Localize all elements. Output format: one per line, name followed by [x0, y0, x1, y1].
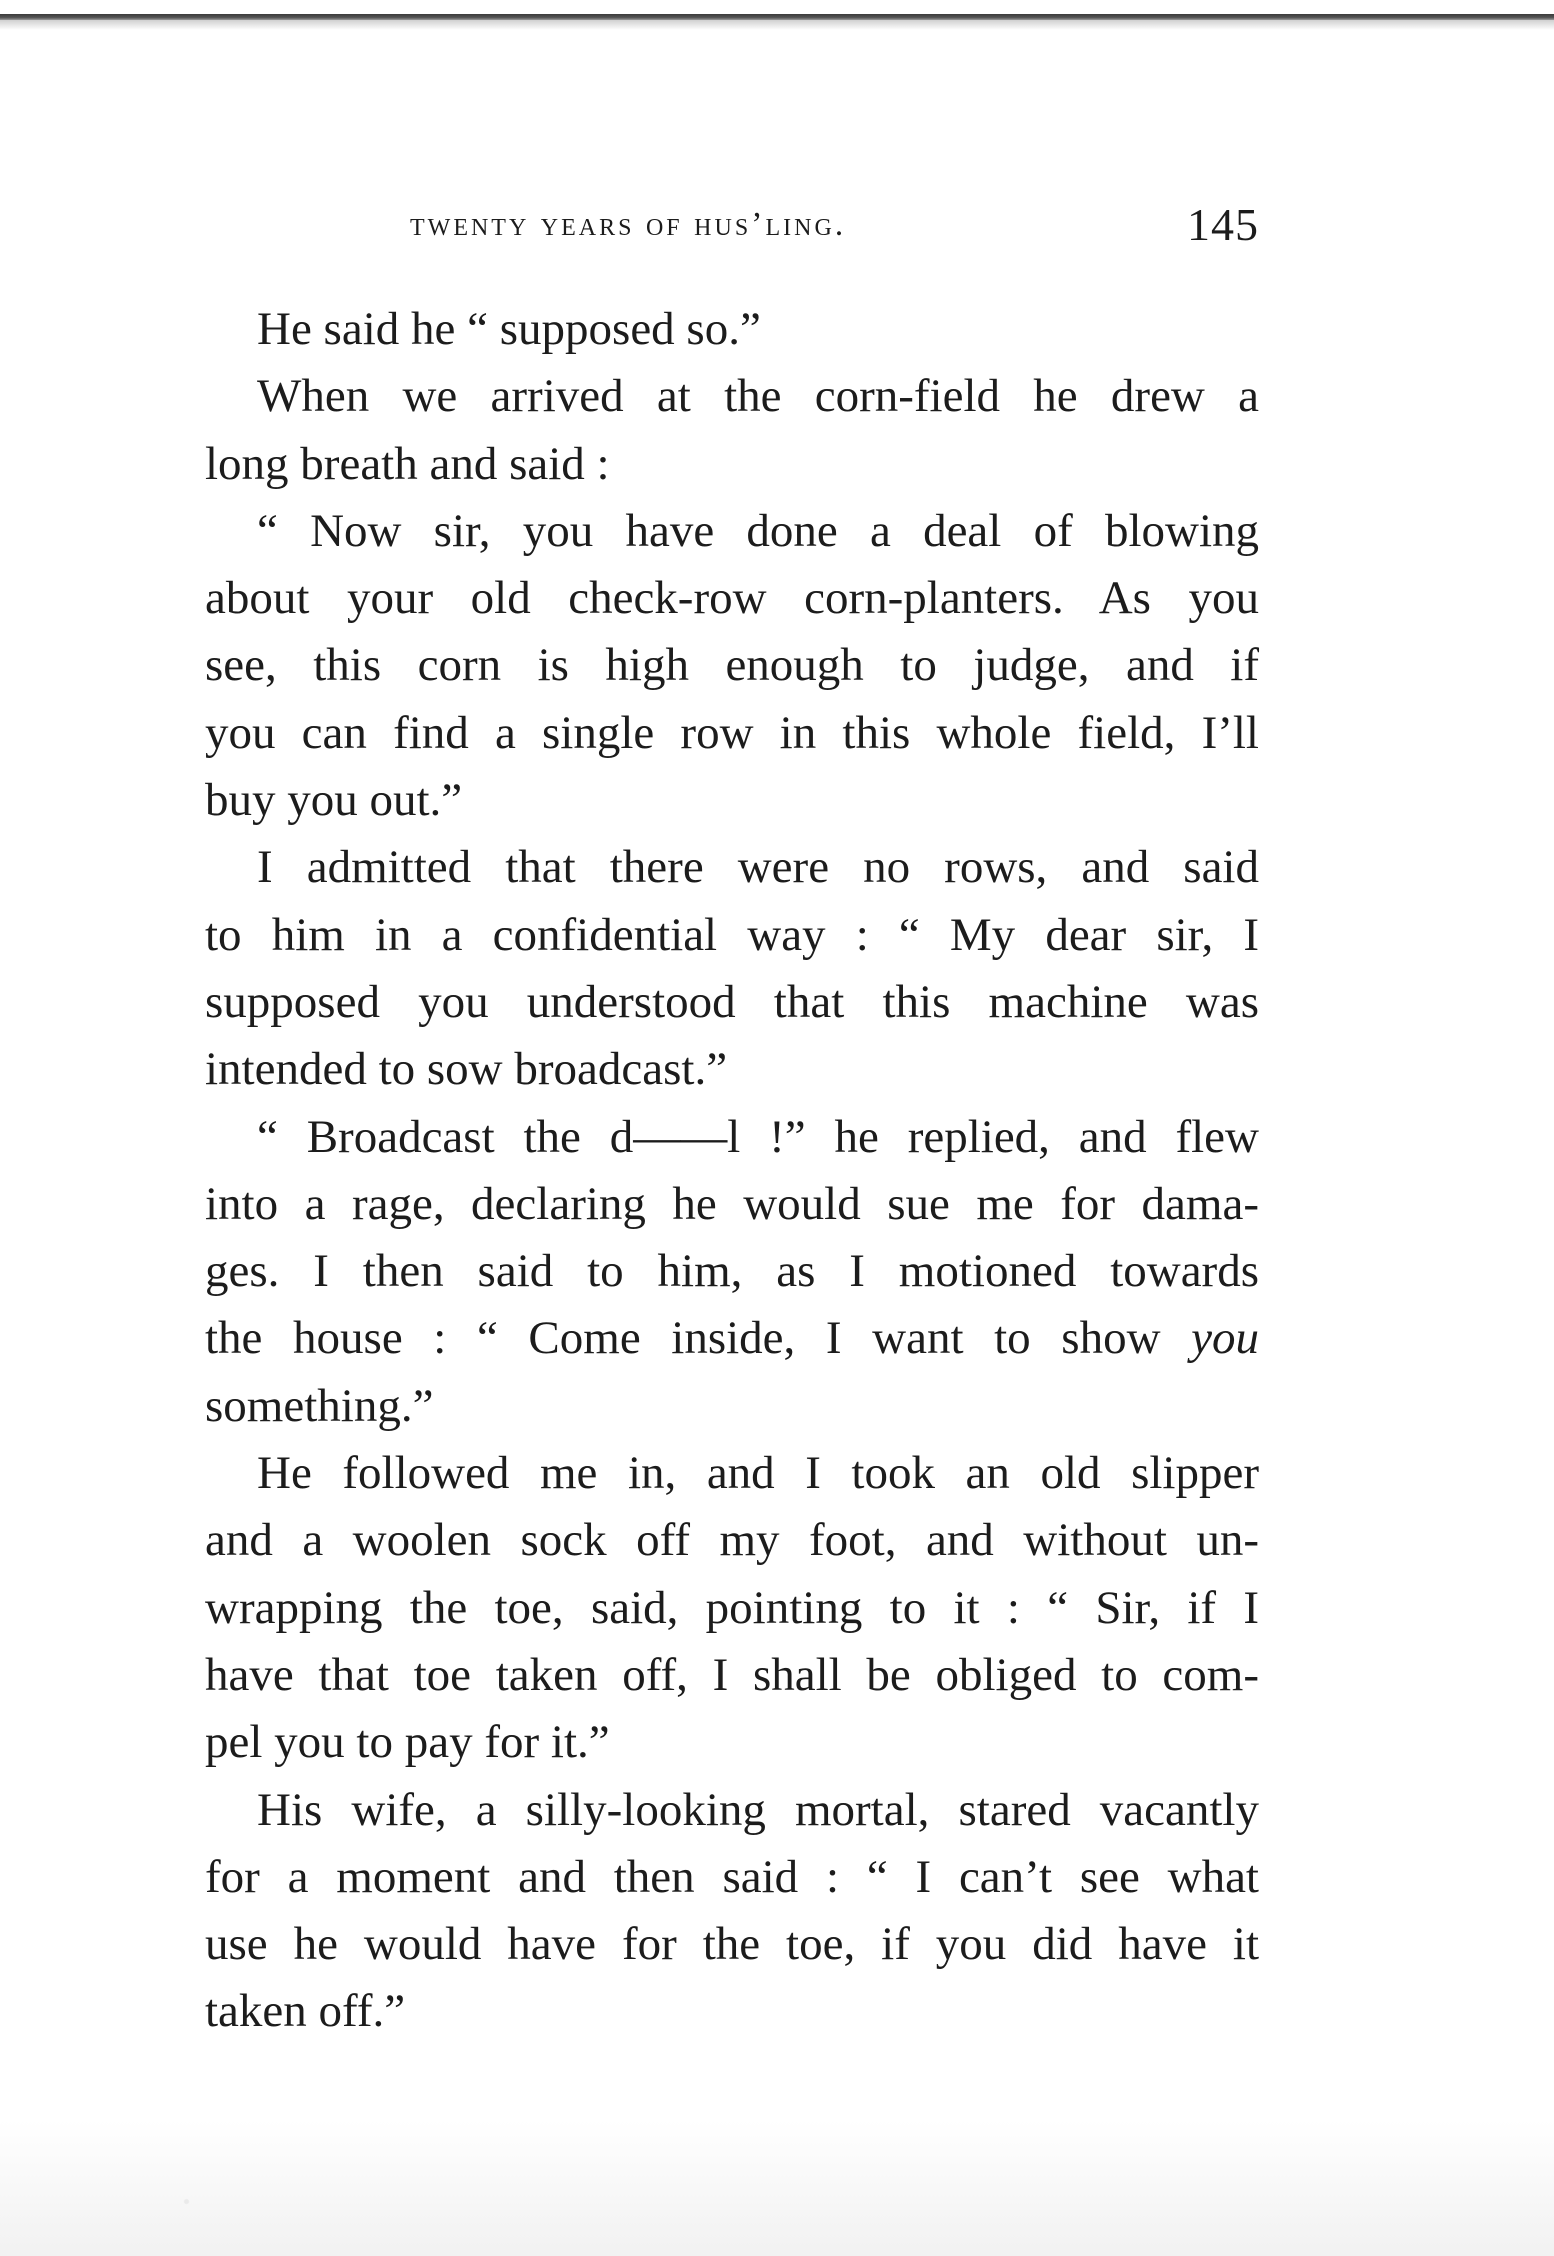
- text-line: you can find a single row in this whole field, I’ll: [205, 706, 1259, 759]
- text-line: wrapping the toe, said, pointing to it : “ Sir, if I: [205, 1581, 1259, 1634]
- text-line: He followed me in, and I took an old slipper: [257, 1447, 1259, 1500]
- text-line: see, this corn is high enough to judge, and if: [205, 639, 1259, 692]
- text-line: for a moment and then said : “ I can’t see what: [205, 1850, 1259, 1903]
- running-head: [205, 196, 1259, 256]
- text-line: taken off.”: [205, 1985, 406, 2038]
- text-line: about your old check-row corn-planters. As you: [205, 572, 1259, 625]
- text-line: I admitted that there were no rows, and said: [257, 841, 1259, 894]
- page-top-shadow: [0, 20, 1554, 30]
- text-line: buy you out.”: [205, 774, 463, 827]
- text-line: pel you to pay for it.”: [205, 1716, 610, 1769]
- text-line: “ Broadcast the d——l !” he replied, and flew: [257, 1110, 1259, 1163]
- text-line: use he would have for the toe, if you did have it: [205, 1918, 1259, 1971]
- body-text: [205, 296, 1259, 2046]
- text-line: something.”: [205, 1379, 434, 1432]
- text-line: and a woolen sock off my foot, and without un-: [205, 1514, 1259, 1567]
- running-title: twenty years of hus’ling.: [410, 206, 847, 243]
- page-number: 145: [1187, 199, 1259, 250]
- text-line: His wife, a silly-looking mortal, stared vacantly: [257, 1783, 1259, 1836]
- italic-word: you: [1191, 1312, 1260, 1365]
- text-line: He said he “ supposed so.”: [257, 303, 761, 355]
- text-line: have that toe taken off, I shall be obliged to com-: [205, 1648, 1259, 1701]
- text-line: ges. I then said to him, as I motioned towards: [205, 1245, 1259, 1298]
- text-line: into a rage, declaring he would sue me for dama-: [205, 1177, 1259, 1230]
- text-line: to him in a confidential way : “ My dear sir, I: [205, 908, 1259, 961]
- text-line: the house : “ Come inside, I want to show you: [205, 1312, 1260, 1365]
- text-line: long breath and said :: [205, 437, 610, 490]
- text-line: intended to sow broadcast.”: [205, 1043, 728, 1096]
- text-line: supposed you understood that this machine was: [205, 975, 1259, 1028]
- page-bottom-speckle: [0, 2120, 1554, 2256]
- text-line: “ Now sir, you have done a deal of blowing: [257, 504, 1259, 557]
- text-line: When we arrived at the corn-field he drew a: [257, 370, 1259, 423]
